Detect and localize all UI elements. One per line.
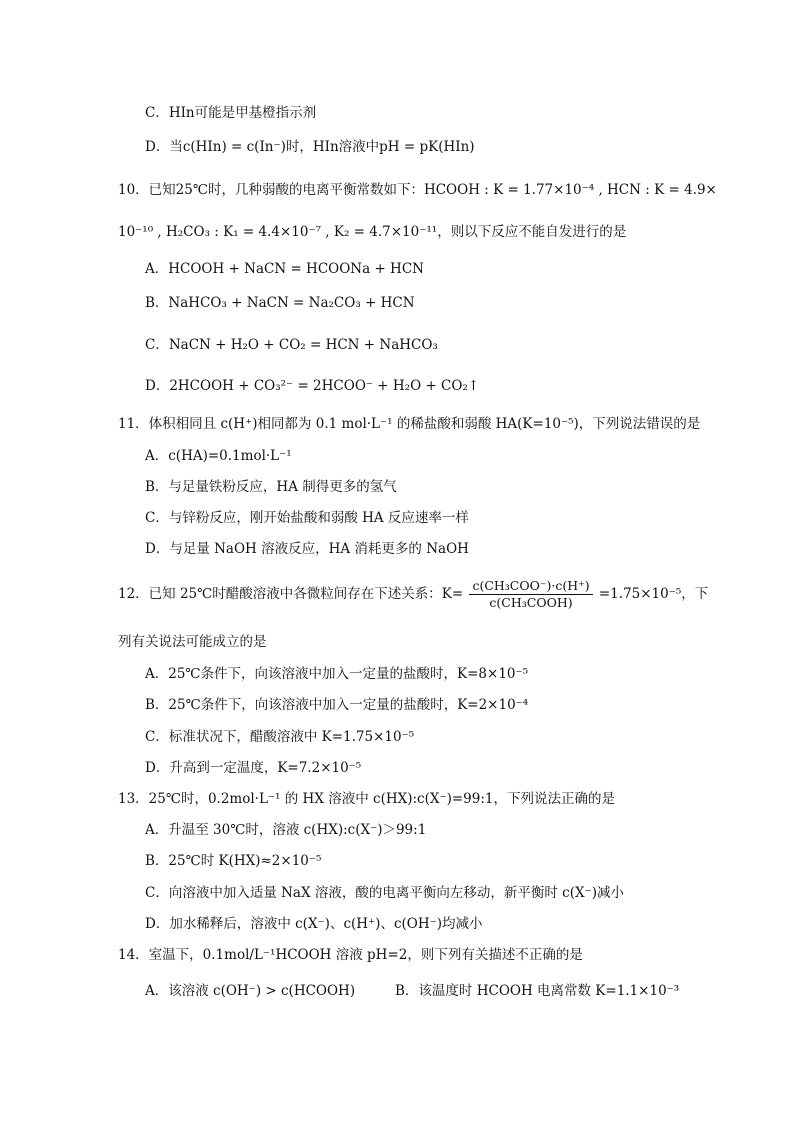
q11-option-d: D．与足量 NaOH 溶液反应，HA 消耗更多的 NaOH [145, 541, 469, 557]
q11-option-a: A．c(HA)=0.1mol·L⁻¹ [145, 448, 292, 464]
q12-stem-line1 [118, 578, 708, 611]
q10-option-b: B．NaHCO₃ + NaCN = Na₂CO₃ + HCN [145, 295, 415, 311]
q13-option-a: A．升温至 30℃时，溶液 c(HX):c(X⁻)＞99:1 [145, 822, 427, 838]
q12-option-a: A．25℃条件下，向该溶液中加入一定量的盐酸时，K=8×10⁻⁵ [145, 666, 529, 682]
q9-option-c: C．HIn可能是甲基橙指示剂 [145, 105, 317, 121]
q12-stem-line2: 列有关说法可能成立的是 [118, 634, 267, 650]
q9-option-d: D．当c(HIn) = c(In⁻)时，HIn溶液中pH = pK(HIn) [145, 139, 475, 155]
q13-option-c: C．向溶液中加入适量 NaX 溶液，酸的电离平衡向左移动，新平衡时 c(X⁻)减小 [145, 885, 625, 901]
q12-stem-suffix: =1.75×10⁻⁵，下 [598, 586, 709, 602]
q11-stem: 11．体积相同且 c(H⁺)相同都为 0.1 mol·L⁻¹ 的稀盐酸和弱酸 HA(K=10⁻⁵)，下列说法错误的是 [118, 416, 701, 432]
q10-stem-line2: 10⁻¹⁰ , H₂CO₃ : K₁ = 4.4×10⁻⁷ , K₂ = 4.7×10⁻¹¹，则以下反应不能自发进行的是 [118, 224, 627, 240]
q10-option-a: A．HCOOH + NaCN = HCOONa + HCN [145, 261, 424, 277]
q14-stem: 14．室温下，0.1mol/L⁻¹HCOOH 溶液 pH=2，则下列有关描述不正确的是 [118, 947, 583, 963]
q12-fraction-denominator: c(CH₃COOH) [489, 595, 573, 610]
q12-option-d: D．升高到一定温度，K=7.2×10⁻⁵ [145, 760, 362, 776]
q10-option-c: C．NaCN + H₂O + CO₂ = HCN + NaHCO₃ [145, 337, 438, 353]
q12-option-b: B．25℃条件下，向该溶液中加入一定量的盐酸时，K=2×10⁻⁴ [145, 697, 529, 713]
q14-option-a: A．该溶液 c(OH⁻) > c(HCOOH) [145, 983, 356, 999]
q11-option-b: B．与足量铁粉反应，HA 制得更多的氢气 [145, 479, 397, 495]
q10-stem-line1: 10．已知25℃时，几种弱酸的电离平衡常数如下：HCOOH : K = 1.77×10⁻⁴ , HCN : K = 4.9× [118, 182, 717, 198]
q12-equilibrium-fraction [469, 578, 592, 611]
q12-fraction-numerator: c(CH₃COO⁻)·c(H⁺) [469, 578, 592, 595]
q12-option-c: C．标准状况下，醋酸溶液中 K=1.75×10⁻⁵ [145, 729, 415, 745]
q13-option-d: D．加水稀释后，溶液中 c(X⁻)、c(H⁺)、c(OH⁻)均减小 [145, 916, 483, 932]
q11-option-c: C．与锌粉反应，刚开始盐酸和弱酸 HA 反应速率一样 [145, 510, 469, 526]
q14-option-b: B．该温度时 HCOOH 电离常数 K=1.1×10⁻³ [395, 983, 680, 999]
q12-stem-prefix: 12．已知 25℃时醋酸溶液中各微粒间存在下述关系：K= [118, 586, 464, 602]
q10-option-d: D．2HCOOH + CO₃²⁻ = 2HCOO⁻ + H₂O + CO₂↑ [145, 378, 480, 394]
q13-stem: 13．25℃时，0.2mol·L⁻¹ 的 HX 溶液中 c(HX):c(X⁻)=99:1，下列说法正确的是 [118, 791, 616, 807]
q13-option-b: B．25℃时 K(HX)≈2×10⁻⁵ [145, 853, 322, 869]
